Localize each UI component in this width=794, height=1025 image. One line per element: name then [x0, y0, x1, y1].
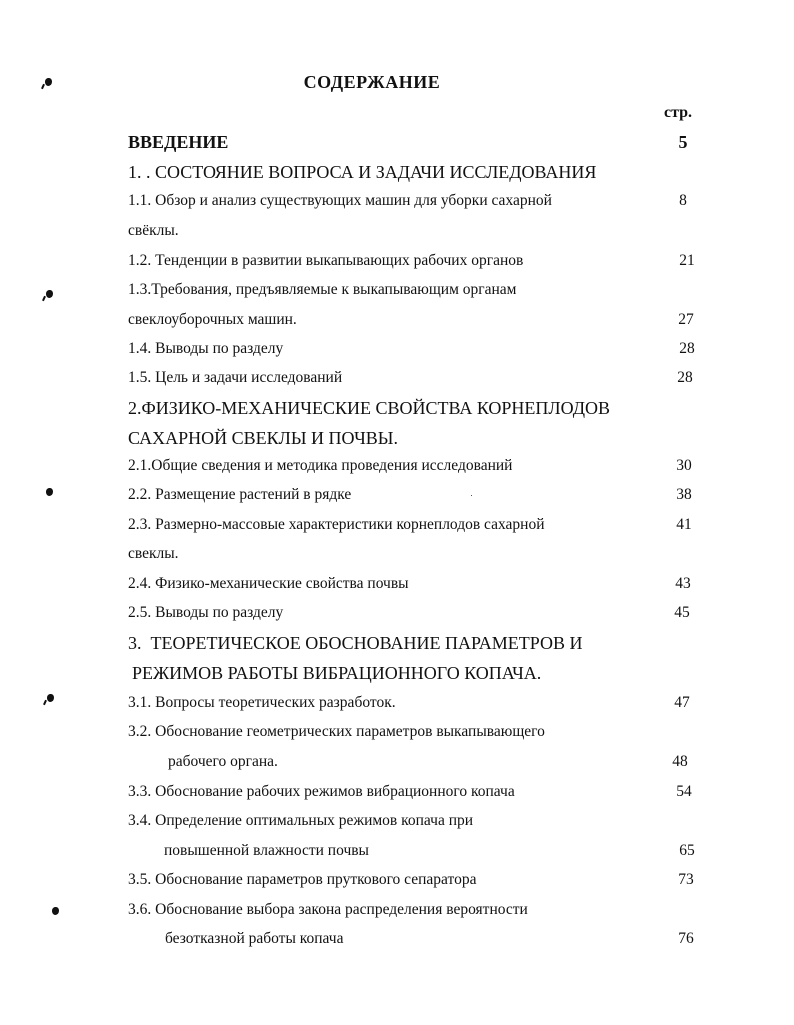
punch-tick-4 [43, 700, 47, 705]
toc-line-page: 41 [676, 516, 692, 533]
toc-line-page: 48 [672, 753, 688, 770]
toc-line-text: свеклы. [128, 545, 179, 562]
toc-line-text: 3.2. Обоснование геометрических параметров выкапывающего [128, 723, 545, 740]
toc-line [128, 600, 698, 626]
toc-line [128, 395, 698, 421]
toc-line [128, 277, 698, 303]
toc-line [128, 248, 698, 274]
toc-line [128, 453, 698, 479]
punch-mark-4 [47, 694, 54, 702]
toc-line-text: безотказной работы копача [165, 930, 344, 947]
toc-line-text: 3.6. Обоснование выбора закона распределения вероятности [128, 901, 528, 918]
toc-line-text: 3.3. Обоснование рабочих режимов вибрационного копача [128, 783, 515, 800]
toc-line-page: 28 [679, 340, 695, 357]
toc-line-text: свеклоуборочных машин. [128, 311, 297, 328]
toc-line [128, 926, 698, 952]
toc-line-text: 1.3.Требования, предъявляемые к выкапывающим органам [128, 281, 517, 298]
toc-line-page: 8 [679, 192, 687, 209]
toc-line [128, 365, 698, 391]
toc-line-text: 1. . СОСТОЯНИЕ ВОПРОСА И ЗАДАЧИ ИССЛЕДОВАНИЯ [128, 162, 597, 182]
toc-line-text: 1.2. Тенденции в развитии выкапывающих рабочих органов [128, 252, 524, 269]
toc-line-text: 1.4. Выводы по разделу [128, 340, 284, 357]
toc-line [128, 808, 698, 834]
toc-line-text: 2.ФИЗИКО-МЕХАНИЧЕСКИЕ СВОЙСТВА КОРНЕПЛОДОВ [128, 398, 611, 418]
toc-line [128, 571, 698, 597]
toc-line-page: 28 [677, 369, 693, 386]
toc-line-text: 2.2. Размещение растений в рядке [128, 486, 352, 503]
toc-line [128, 690, 698, 716]
toc-line-text: РЕЖИМОВ РАБОТЫ ВИБРАЦИОННОГО КОПАЧА. [132, 663, 542, 683]
toc-line [128, 188, 698, 214]
toc-line-text: ВВЕДЕНИЕ [128, 132, 229, 152]
punch-mark-2 [46, 290, 53, 298]
toc-line [128, 541, 698, 567]
toc-line [128, 336, 698, 362]
toc-line [128, 630, 698, 656]
toc-line [128, 159, 698, 185]
toc-line-text: 3.4. Определение оптимальных режимов копача при [128, 812, 474, 829]
toc-line-text: рабочего органа. [168, 753, 278, 770]
toc-line-text: 3.1. Вопросы теоретических разработок. [128, 694, 396, 711]
toc-line [128, 425, 698, 451]
toc-line [128, 779, 698, 805]
toc-line [128, 660, 698, 686]
toc-line-text: 2.3. Размерно-массовые характеристики корнеплодов сахарной [128, 516, 545, 533]
toc-line [128, 307, 698, 333]
toc-line [128, 512, 698, 538]
toc-line [128, 749, 698, 775]
toc-line-text: 2.4. Физико-механические свойства почвы [128, 575, 409, 592]
toc-line-page: 73 [678, 871, 694, 888]
toc-line-text: 1.5. Цель и задачи исследований [128, 369, 343, 386]
toc-line-text: 2.5. Выводы по разделу [128, 604, 284, 621]
toc-line [128, 897, 698, 923]
toc-line [128, 719, 698, 745]
toc-line-text: 3. ТЕОРЕТИЧЕСКОЕ ОБОСНОВАНИЕ ПАРАМЕТРОВ И [128, 633, 583, 653]
toc-line-page: 5 [678, 132, 688, 152]
toc-line-text: 1.1. Обзор и анализ существующих машин для уборки сахарной [128, 192, 552, 209]
toc-line-page: 45 [674, 604, 690, 621]
toc-line-page: 30 [676, 457, 692, 474]
page-column-label: стр. [664, 104, 693, 121]
toc-line-page: 76 [678, 930, 694, 947]
toc-line [128, 482, 698, 508]
toc-line-text: САХАРНОЙ СВЕКЛЫ И ПОЧВЫ. [128, 428, 398, 448]
toc-line-page: 38 [676, 486, 692, 503]
toc-line-page: 43 [675, 575, 691, 592]
toc-line-page: 27 [678, 311, 694, 328]
toc-line-page: 54 [676, 783, 692, 800]
page-title: СОДЕРЖАНИЕ [303, 72, 441, 92]
punch-mark-3 [46, 488, 53, 496]
punch-mark-5 [52, 907, 59, 915]
toc-line [128, 129, 698, 155]
toc-line-text: 2.1.Общие сведения и методика проведения исследований [128, 457, 513, 474]
toc-line-page: 47 [674, 694, 690, 711]
punch-tick-2 [42, 296, 46, 301]
toc-line-page: 65 [679, 842, 695, 859]
toc-line [128, 218, 698, 244]
toc-line-text: свёклы. [128, 222, 179, 239]
toc-line-text: 3.5. Обоснование параметров пруткового сепаратора [128, 871, 477, 888]
toc-line [128, 867, 698, 893]
toc-line [128, 838, 698, 864]
toc-line-text: повышенной влажности почвы [164, 842, 369, 859]
toc-line-page: 21 [679, 252, 695, 269]
